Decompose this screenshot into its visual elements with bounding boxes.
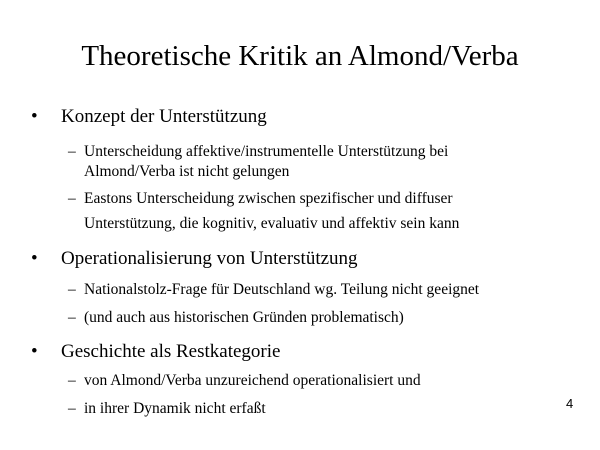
sub-marker: – [68, 309, 76, 326]
sub-marker: – [68, 372, 76, 389]
bullet-label: Operationalisierung von Unterstützung [61, 248, 358, 269]
bullet-marker: • [31, 106, 38, 127]
sub-marker: – [68, 190, 76, 207]
slide-title: Theoretische Kritik an Almond/Verba [81, 40, 519, 72]
sub-item-line: Unterscheidung affektive/instrumentelle Unterstützung bei [84, 143, 449, 160]
sub-item-line: von Almond/Verba unzureichend operationalisiert und [84, 372, 421, 389]
sub-item-line: Unterstützung, die kognitiv, evaluativ und affektiv sein kann [84, 215, 460, 232]
sub-marker: – [68, 281, 76, 298]
bullet-marker: • [31, 341, 38, 362]
sub-item-line: Almond/Verba ist nicht gelungen [84, 163, 290, 180]
sub-marker: – [68, 400, 76, 417]
bullet-label: Geschichte als Restkategorie [61, 341, 281, 362]
sub-item-line: in ihrer Dynamik nicht erfaßt [84, 400, 266, 417]
sub-item-line: Nationalstolz-Frage für Deutschland wg. Teilung nicht geeignet [84, 281, 480, 298]
bullet-marker: • [31, 248, 38, 269]
sub-marker: – [68, 143, 76, 160]
page-number: 4 [566, 396, 574, 411]
sub-item-line: Eastons Unterscheidung zwischen spezifischer und diffuser [84, 190, 453, 207]
sub-item-line: (und auch aus historischen Gründen problematisch) [84, 309, 404, 326]
bullet-label: Konzept der Unterstützung [61, 106, 267, 127]
